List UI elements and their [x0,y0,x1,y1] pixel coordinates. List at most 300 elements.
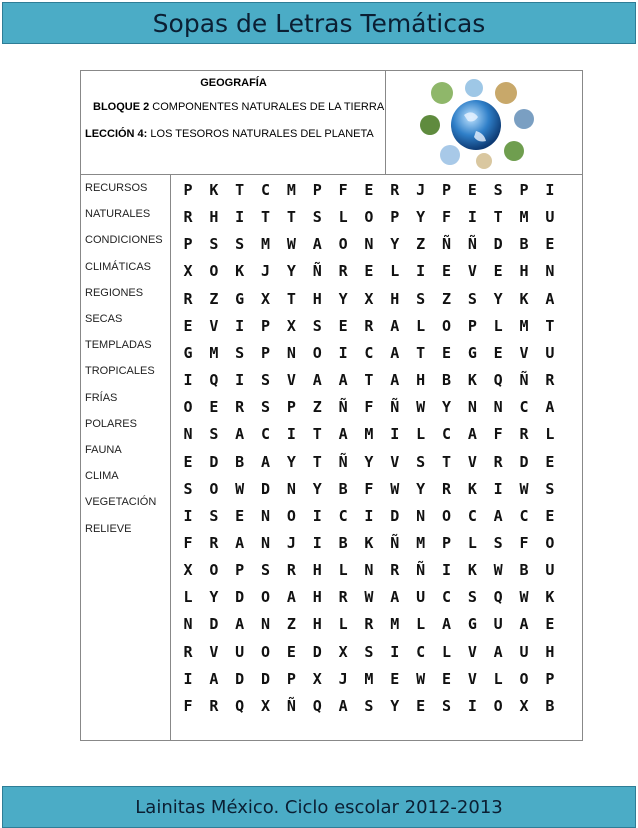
grid-letter: E [545,235,555,254]
sky-icon [465,79,483,97]
grid-letter: U [493,615,503,634]
grid-letter: B [338,533,348,552]
grid-letter: C [467,506,477,525]
grid-letter: A [390,371,400,390]
grid-letter: M [261,235,271,254]
grid-letter: E [545,452,555,471]
grid-letter: Q [493,588,503,607]
grid-letter: F [183,533,193,552]
grid-letter: O [312,343,322,362]
grid-letter: F [183,696,193,715]
grid-letter: K [519,289,529,308]
grid-letter: Ñ [338,398,348,417]
grid-letter: F [493,425,503,444]
grid-letter: S [467,289,477,308]
grid-letter: E [183,452,193,471]
desert-icon [476,153,492,169]
word-list-item: CONDICIONES [85,234,163,247]
grid-letter: P [519,181,529,199]
grid-letter: W [519,588,529,607]
grid-letter: W [364,588,374,607]
grid-letter: P [312,181,322,199]
grid-letter: S [467,588,477,607]
grid-letter: K [467,371,477,390]
grid-letter: E [441,262,452,281]
word-list-item: CLIMA [85,470,119,483]
grid-letter: S [209,235,219,254]
bloque-text: COMPONENTES NATURALES DE LA TIERRA [149,101,385,113]
grid-letter: S [235,343,245,362]
grid-letter: I [312,533,322,552]
grid-letter: Y [416,208,426,227]
grid-letter: L [467,533,477,552]
grid-letter: S [261,561,271,580]
word-list-item: REGIONES [85,286,144,299]
grid-letter: P [261,343,271,362]
grid-letter: E [364,181,374,199]
grid-letter: A [545,398,555,417]
grid-letter: D [261,669,271,688]
grid-letter: L [545,425,555,444]
grid-letter: Q [493,371,503,390]
grid-letter: A [467,425,477,444]
grid-letter: Y [493,289,503,308]
grid-letter: P [235,561,245,580]
grid-letter: S [545,479,555,498]
grid-letter: A [209,669,219,688]
grid-letter: Y [286,452,296,471]
grid-letter: A [493,642,503,661]
grid-letter: H [312,561,322,580]
grid-letter: I [338,343,348,362]
grid-letter: V [286,371,296,390]
grid-letter: N [261,533,271,552]
grid-letter: Y [312,479,322,498]
forest-icon [504,141,524,161]
grid-letter: A [286,588,296,607]
grid-letter: O [183,398,193,417]
grid-letter: C [441,588,452,607]
grid-letter: H [519,262,529,281]
grid-letter: M [364,425,374,444]
grid-letter: V [467,642,477,661]
grid-letter: E [493,262,503,281]
grid-letter: I [235,316,245,335]
grid-letter: V [390,452,400,471]
bloque-label: BLOQUE 2 [93,101,150,113]
grid-letter: S [441,696,452,715]
grid-letter: P [467,316,477,335]
grid-letter: F [364,479,374,498]
grid-letter: A [493,506,503,525]
grid-letter: R [441,479,452,498]
waterfall-icon [514,109,534,129]
grid-letter: N [183,615,193,634]
grid-letter: N [286,479,296,498]
grid-letter: H [312,615,322,634]
grid-letter: N [261,506,271,525]
grid-letter: A [312,235,322,254]
grid-letter: O [209,561,219,580]
grid-letter: O [441,316,452,335]
grid-letter: W [390,479,400,498]
grid-letter: I [286,425,296,444]
grid-letter: E [467,181,477,199]
grid-letter: P [441,533,452,552]
grid-letter: I [312,506,322,525]
grid-letter: T [441,452,452,471]
grid-letter: I [441,561,452,580]
leccion-label: LECCIÓN 4: [85,128,148,140]
grid-letter: W [416,398,426,417]
grid-letter: D [312,642,322,661]
grid-letter: T [312,452,322,471]
grid-letter: O [286,506,296,525]
grid-letter: O [545,533,555,552]
grid-letter: P [261,316,271,335]
grid-letter: K [467,479,477,498]
grid-letter: C [261,425,271,444]
info-table [80,70,583,175]
grid-letter: B [545,696,555,715]
grid-letter: G [235,289,245,308]
grid-letter: B [338,479,348,498]
grid-letter: W [493,561,503,580]
info-text-cell [81,71,386,174]
grid-letter: N [364,235,374,254]
grid-letter: L [183,588,193,607]
grid-letter: Q [235,696,245,715]
grid-letter: B [519,561,529,580]
grid-letter: A [519,615,529,634]
grid-letter: O [441,506,452,525]
grid-letter: R [235,398,245,417]
grid-letter: J [416,181,426,199]
grid-letter: A [235,425,245,444]
grid-letter: L [338,615,348,634]
grid-letter: Q [209,371,219,390]
grid-letter: N [467,398,477,417]
grid-letter: P [183,235,193,254]
grid-letter: T [364,371,374,390]
word-list-item: VEGETACIÓN [85,496,157,509]
word-search-table [80,174,583,741]
grid-letter: N [261,615,271,634]
grid-letter: X [261,289,271,308]
grid-letter: A [261,452,271,471]
grid-letter: E [416,696,426,715]
grid-letter: C [519,398,529,417]
grid-letter: Ñ [390,398,400,417]
grid-letter: Z [416,235,426,254]
grid-letter: W [286,235,296,254]
grid-letter: R [390,561,400,580]
grid-letter: P [286,669,296,688]
grid-letter: S [261,371,271,390]
grid-letter: Y [390,235,400,254]
grid-letter: A [338,425,348,444]
grid-letter: A [390,316,400,335]
grid-letter: S [312,208,322,227]
word-list-item: SECAS [85,313,123,325]
grid-letter: X [183,561,193,580]
grid-letter: H [390,289,400,308]
grid-letter: O [519,669,529,688]
grid-letter: A [235,615,245,634]
grid-letter: A [235,533,245,552]
word-list-item: FAUNA [85,444,122,456]
grid-letter: S [209,506,219,525]
grid-letter: O [364,208,374,227]
grid-letter: A [312,371,322,390]
grid-letter: U [519,642,529,661]
grid-letter: F [338,181,348,199]
grid-letter: P [545,669,555,688]
grid-letter: Ñ [467,235,477,254]
grid-letter: T [416,343,426,362]
grid-letter: L [493,316,503,335]
subject-heading: GEOGRAFÍA [200,77,267,89]
grid-letter: R [364,316,374,335]
grid-letter: Y [416,479,426,498]
image-cell [386,71,582,174]
grid-letter: R [183,208,193,227]
grid-letter: D [519,452,529,471]
grid-letter: N [416,506,426,525]
grid-letter: R [493,452,503,471]
grid-letter: R [183,289,193,308]
grid-letter: I [390,425,400,444]
grid-letter: D [493,235,503,254]
jungle-icon [420,115,440,135]
grid-letter: C [441,425,452,444]
grid-letter: I [235,371,245,390]
grid-letter: I [416,262,426,281]
grid-letter: Y [441,398,452,417]
grid-letter: D [235,669,245,688]
grid-letter: N [286,343,296,362]
title-banner [2,2,636,44]
grid-letter: Q [312,696,322,715]
grid-letter: L [441,642,452,661]
grid-letter: G [467,343,477,362]
grid-letter: K [209,181,219,199]
grid-letter: E [364,262,374,281]
grid-letter: I [545,181,555,199]
grid-letter: V [467,452,477,471]
grid-letter: F [364,398,374,417]
grid-letter: Z [441,289,452,308]
grid-letter: M [519,208,529,227]
grid-letter: F [441,208,452,227]
grid-letter: V [209,642,219,661]
grid-letter: U [545,208,555,227]
grid-letter: Ñ [286,696,296,715]
grid-letter: P [183,181,193,199]
grid-letter: C [338,506,348,525]
grid-letter: R [338,588,348,607]
grid-letter: Y [390,696,400,715]
grid-letter: S [364,642,374,661]
grid-letter: A [338,696,348,715]
earth-globe-icon [451,100,501,150]
grid-letter: K [467,561,477,580]
grid-letter: U [545,343,555,362]
grid-letter: L [493,669,503,688]
grid-letter: K [235,262,245,281]
word-list-item: TEMPLADAS [85,339,152,352]
grid-letter: I [183,371,193,390]
grid-letter: E [441,343,452,362]
word-list-item: TROPICALES [85,365,155,378]
grid-letter: I [493,479,503,498]
grid-letter: E [183,316,193,335]
grid-letter: Ñ [441,235,452,254]
tree-icon [431,82,453,104]
grid-letter: U [235,642,245,661]
grid-letter: V [467,669,477,688]
grid-letter: R [545,371,555,390]
grid-letter: U [545,561,555,580]
grid-letter: X [261,696,271,715]
bloque-line [93,101,384,113]
grid-letter: C [364,343,374,362]
grid-letter: L [390,262,400,281]
grid-letter: M [364,669,374,688]
grid-letter: M [416,533,426,552]
grid-letter: R [286,561,296,580]
word-list-item: NATURALES [85,208,151,221]
grid-letter: E [545,506,555,525]
grid-letter: T [286,289,296,308]
grid-letter: I [467,208,477,227]
grid-letter: S [364,696,374,715]
grid-letter: D [209,452,219,471]
grid-letter: Ñ [519,371,529,390]
grid-letter: M [390,615,400,634]
grid-letter: D [209,615,219,634]
grid-letter: L [416,316,426,335]
grid-letter: N [545,262,555,281]
grid-letter: L [338,208,348,227]
grid-letter: P [441,181,452,199]
grid-letter: E [390,669,400,688]
grid-letter: D [390,506,400,525]
grid-letter: V [519,343,529,362]
grid-letter: B [519,235,529,254]
leccion-text: LOS TESOROS NATURALES DEL PLANETA [147,128,374,140]
grid-letter: Y [338,289,348,308]
grid-letter: S [416,289,426,308]
grid-letter: H [545,642,555,661]
grid-letter: T [493,208,503,227]
grid-letter: A [338,371,348,390]
grid-letter: V [209,316,219,335]
grid-letter: R [209,533,219,552]
word-list-item: CLIMÁTICAS [85,260,152,273]
grid-letter: Ñ [416,561,426,580]
grid-letter: O [338,235,348,254]
grid-letter: J [286,533,296,552]
grid-letter: E [441,669,452,688]
grid-letter: D [261,479,271,498]
grid-letter: C [261,181,271,199]
footer-banner [2,786,636,828]
grid-letter: E [338,316,348,335]
grid-letter: H [416,371,426,390]
grid-letter: E [545,615,555,634]
grid-letter: T [312,425,322,444]
earth-collage-image [414,79,544,169]
grid-letter: I [467,696,477,715]
grid-letter: N [493,398,503,417]
grid-letter: X [364,289,374,308]
grid-letter: P [390,208,400,227]
grid-letter: Z [209,289,219,308]
grid-letter: A [390,588,400,607]
grid-letter: M [519,316,529,335]
grid-letter: A [545,289,555,308]
grid-letter: G [467,615,477,634]
grid-letter: Z [286,615,296,634]
grid-letter: L [416,615,426,634]
grid-letter: Ñ [390,533,400,552]
grid-letter: U [416,588,426,607]
word-list-item: POLARES [85,417,137,430]
grid-letter: X [338,642,348,661]
grid-letter: H [209,208,219,227]
grid-letter: G [183,343,193,362]
grid-letter: K [364,533,374,552]
grid-letter: O [261,642,271,661]
savanna-icon [495,82,517,104]
grid-letter: I [390,642,400,661]
grid-letter: W [416,669,426,688]
grid-letter: H [312,588,322,607]
grid-letter: V [467,262,477,281]
grid-letter: O [493,696,503,715]
grid-letter: R [338,262,348,281]
grid-letter: Z [312,398,322,417]
grid-letter: Y [209,588,219,607]
grid-letter: L [338,561,348,580]
word-list [81,175,171,740]
grid-letter: Ñ [338,452,348,471]
grid-letter: X [519,696,529,715]
grid-letter: R [519,425,529,444]
grid-letter: B [441,371,452,390]
word-list-item: RECURSOS [85,182,148,194]
grid-letter: J [261,262,271,281]
grid-letter: T [235,181,245,199]
grid-letter: S [209,425,219,444]
grid-letter: T [261,208,271,227]
grid-letter: C [519,506,529,525]
leccion-line [85,128,374,140]
page-title: Sopas de Letras Temáticas [152,8,486,38]
grid-letter: B [235,452,245,471]
grid-letter: Y [286,262,296,281]
grid-letter: O [261,588,271,607]
grid-letter: S [261,398,271,417]
word-list-item: RELIEVE [85,522,132,535]
grid-letter: C [416,642,426,661]
grid-letter: N [364,561,374,580]
grid-letter: W [235,479,245,498]
grid-letter: X [286,316,296,335]
grid-letter: I [183,506,193,525]
grid-letter: M [286,181,296,199]
